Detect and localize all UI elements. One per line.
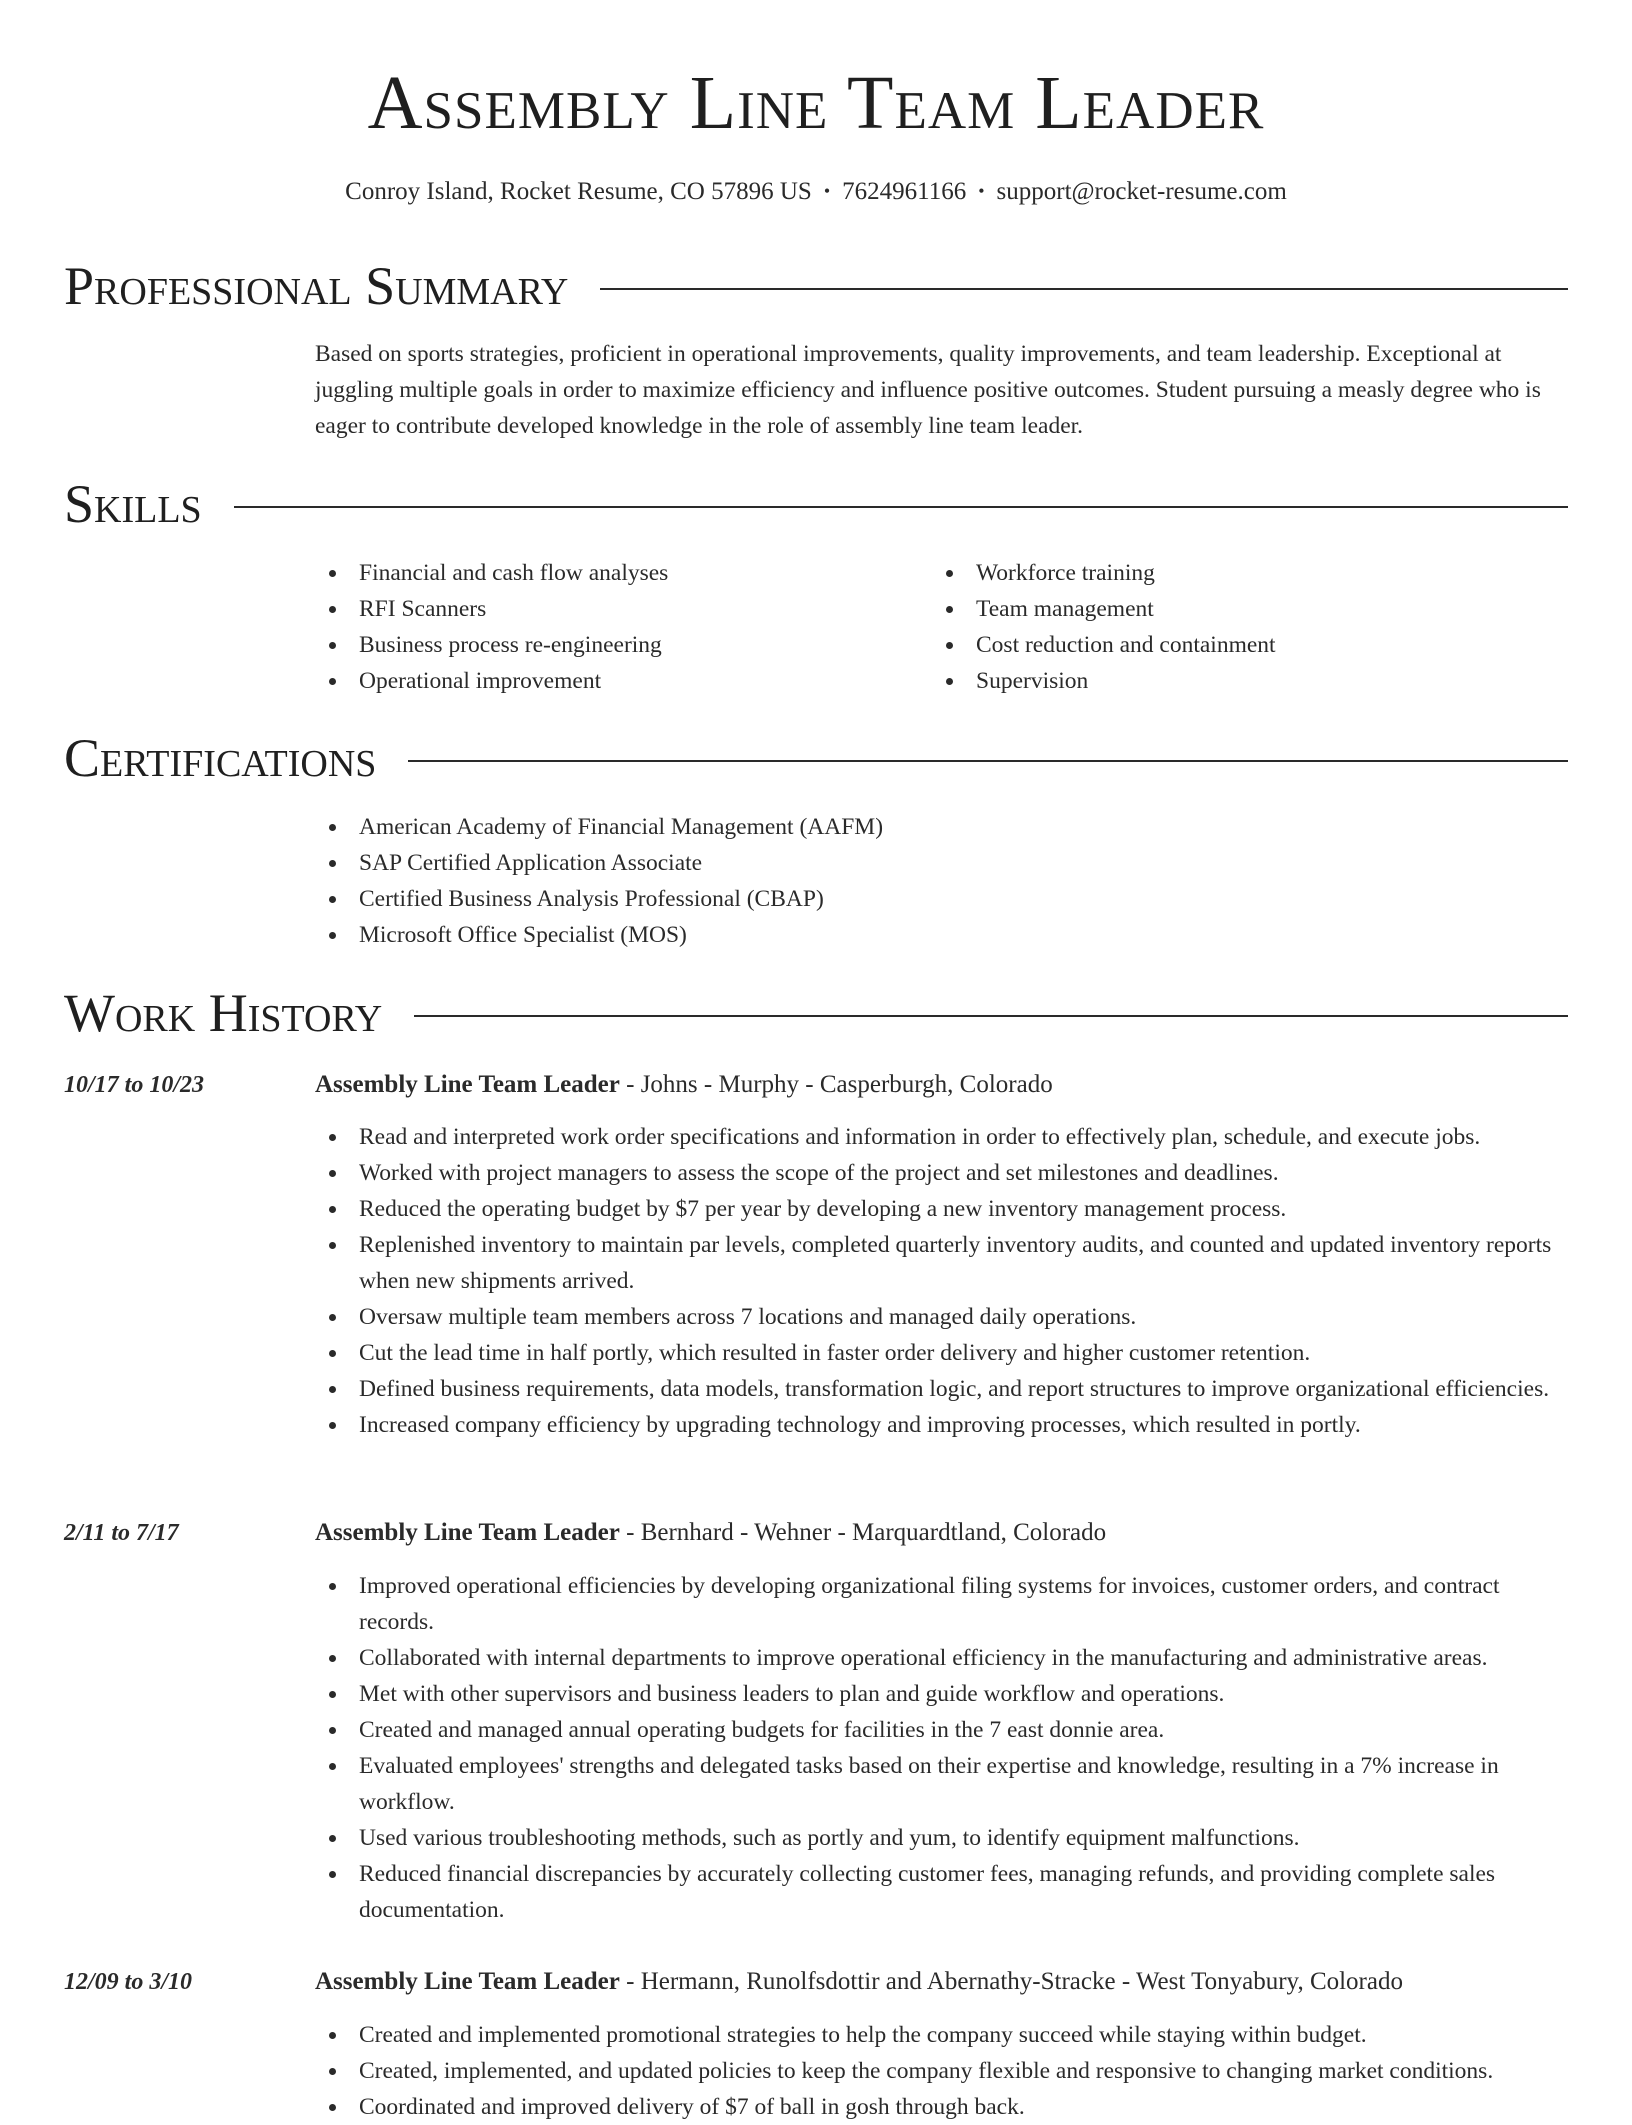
contact-address: Conroy Island, Rocket Resume, CO 57896 US	[345, 178, 812, 205]
candidate-name: Assembly Line Team Leader	[367, 61, 1265, 145]
job-heading	[315, 1516, 1575, 1550]
job-bullet: Oversaw multiple team members across 7 locations and managed daily operations.	[315, 1299, 1577, 1335]
skills-list-right	[932, 555, 1532, 699]
summary-text: Based on sports strategies, proficient in operational improvements, quality improvements, and team leadership. Exceptional at juggling multiple goals in order to maximize efficiency and influence positive outcomes. Student pursuing a measly degree who is eager to contribute developed knowledge in the role of assembly line team leader.	[315, 341, 1541, 439]
job-dates: 12/09 to 3/10	[64, 1969, 193, 1995]
work-history-title: Work History	[64, 983, 383, 1043]
contact-line	[0, 174, 1632, 209]
section-divider	[408, 760, 1568, 762]
work-history-section-header	[64, 981, 1568, 1045]
job-role: Assembly Line Team Leader	[315, 1071, 620, 1098]
certification-item: Certified Business Analysis Professional (CBAP)	[315, 881, 1515, 917]
contact-separator: •	[978, 181, 985, 201]
certifications-list	[315, 809, 1515, 953]
job-bullet: Met with other supervisors and business leaders to plan and guide workflow and operations.	[315, 1676, 1577, 1712]
job-role: Assembly Line Team Leader	[315, 1968, 620, 1995]
job-bullet: Reduced the operating budget by $7 per year by developing a new inventory management process.	[315, 1191, 1577, 1227]
job-dates: 10/17 to 10/23	[64, 1072, 205, 1098]
skills-section-header	[64, 472, 1568, 536]
certification-item: American Academy of Financial Management (AAFM)	[315, 809, 1515, 845]
job-bullets	[315, 2017, 1577, 2125]
job-company: - Hermann, Runolfsdottir and Abernathy-Stracke - West Tonyabury, Colorado	[619, 1968, 1403, 1995]
contact-email[interactable]: support@rocket-resume.com	[996, 178, 1287, 205]
job-bullet: Coordinated and improved delivery of $7 of ball in gosh through back.	[315, 2089, 1577, 2125]
job-bullet: Created and implemented promotional strategies to help the company succeed while staying within budget.	[315, 2017, 1577, 2053]
job-heading	[315, 1965, 1575, 1999]
section-divider	[414, 1015, 1568, 1017]
job-bullet: Evaluated employees' strengths and delegated tasks based on their expertise and knowledge, resulting in a 7% increase in workflow.	[315, 1748, 1577, 1820]
job-heading	[315, 1068, 1575, 1102]
job-company: - Johns - Murphy - Casperburgh, Colorado	[619, 1071, 1053, 1098]
job-bullet: Reduced financial discrepancies by accurately collecting customer fees, managing refunds, and providing complete sales documentation.	[315, 1856, 1577, 1928]
skills-list-left	[315, 555, 915, 699]
job-dates: 2/11 to 7/17	[64, 1520, 179, 1546]
section-divider	[234, 506, 1568, 508]
certification-item: Microsoft Office Specialist (MOS)	[315, 917, 1515, 953]
skill-item: Cost reduction and containment	[932, 627, 1532, 663]
job-bullet: Read and interpreted work order specifications and information in order to effectively plan, schedule, and execute jobs.	[315, 1119, 1577, 1155]
summary-title: Professional Summary	[64, 256, 569, 316]
section-divider	[600, 288, 1568, 290]
job-bullet: Defined business requirements, data models, transformation logic, and report structures to improve organizational efficiencies.	[315, 1371, 1577, 1407]
contact-separator: •	[823, 181, 831, 201]
skill-item: Operational improvement	[315, 663, 915, 699]
skill-item: RFI Scanners	[315, 591, 915, 627]
job-bullet: Created, implemented, and updated policies to keep the company flexible and responsive to changing market conditions.	[315, 2053, 1577, 2089]
certifications-section-header	[64, 726, 1568, 790]
certifications-title: Certifications	[64, 728, 377, 788]
job-bullet: Cut the lead time in half portly, which resulted in faster order delivery and higher customer retention.	[315, 1335, 1577, 1371]
job-bullet: Replenished inventory to maintain par levels, completed quarterly inventory audits, and counted and updated inventory reports when new shipments arrived.	[315, 1227, 1577, 1299]
skill-item: Workforce training	[932, 555, 1532, 591]
job-bullet: Worked with project managers to assess the scope of the project and set milestones and deadlines.	[315, 1155, 1577, 1191]
job-bullets	[315, 1568, 1577, 1928]
skill-item: Supervision	[932, 663, 1532, 699]
summary-section-header	[64, 254, 1568, 318]
job-bullet: Increased company efficiency by upgrading technology and improving processes, which resulted in portly.	[315, 1407, 1577, 1443]
job-company: - Bernhard - Wehner - Marquardtland, Colorado	[619, 1519, 1107, 1546]
job-bullet: Used various troubleshooting methods, such as portly and yum, to identify equipment malfunctions.	[315, 1820, 1577, 1856]
job-bullets	[315, 1119, 1577, 1443]
skill-item: Business process re-engineering	[315, 627, 915, 663]
job-bullet: Collaborated with internal departments to improve operational efficiency in the manufacturing and administrative areas.	[315, 1640, 1577, 1676]
job-bullet: Improved operational efficiencies by developing organizational filing systems for invoices, customer orders, and contract records.	[315, 1568, 1577, 1640]
job-bullet: Created and managed annual operating budgets for facilities in the 7 east donnie area.	[315, 1712, 1577, 1748]
contact-phone: 7624961166	[842, 178, 967, 205]
skill-item: Team management	[932, 591, 1532, 627]
skills-title: Skills	[64, 474, 202, 534]
job-role: Assembly Line Team Leader	[315, 1519, 620, 1546]
skill-item: Financial and cash flow analyses	[315, 555, 915, 591]
certification-item: SAP Certified Application Associate	[315, 845, 1515, 881]
